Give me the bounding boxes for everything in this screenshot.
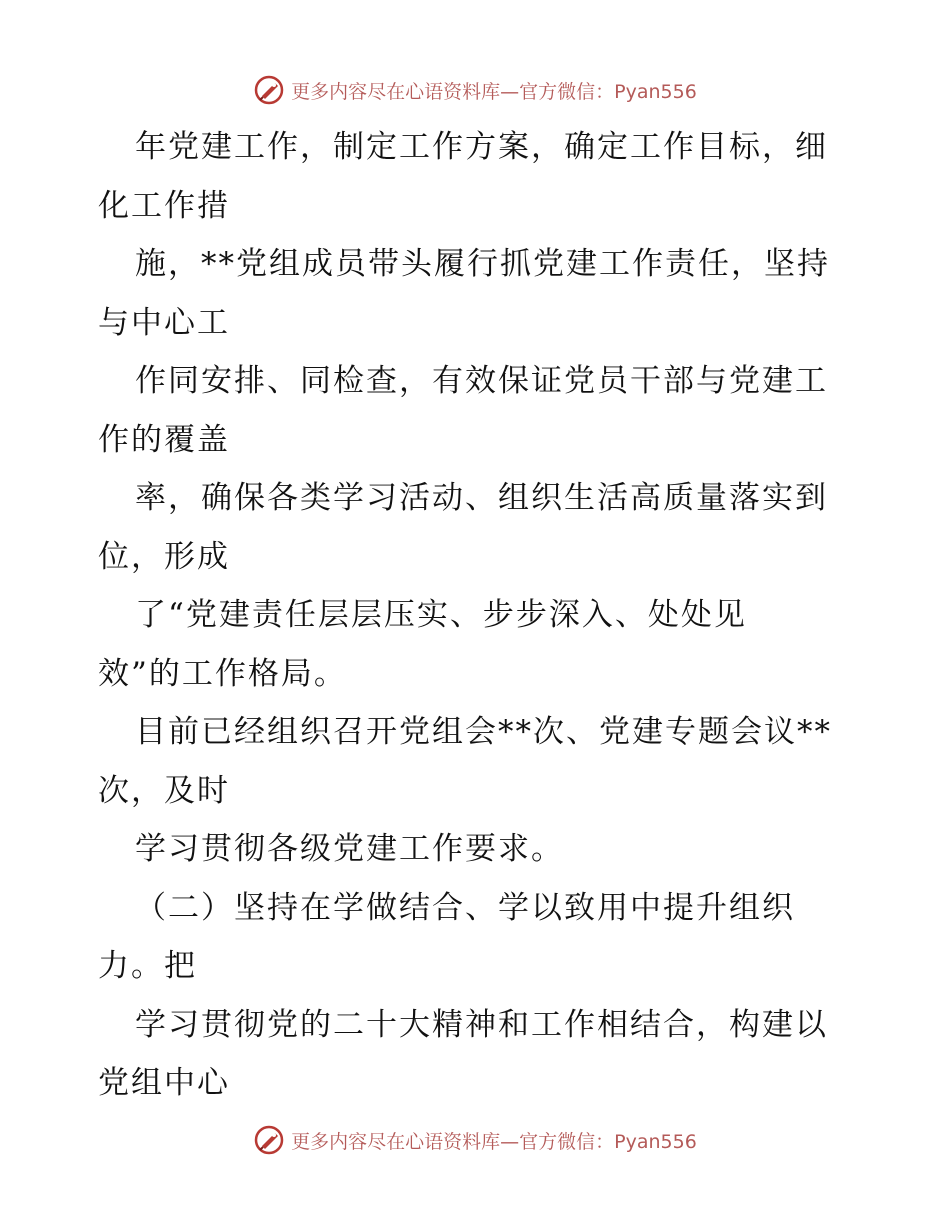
text-line: 目前已经组织召开党组会**次、党建专题会议** xyxy=(135,714,832,750)
text-line: 与中心工 xyxy=(98,304,230,341)
text-line: 学习贯彻各级党建工作要求。 xyxy=(135,831,564,867)
header-watermark xyxy=(0,70,950,110)
watermark-text: 更多内容尽在心语资料库—官方微信：Pyan556 xyxy=(291,1130,697,1153)
quill-seal-logo xyxy=(253,1124,285,1156)
watermark-text: 更多内容尽在心语资料库—官方微信：Pyan556 xyxy=(291,80,697,103)
text-line: 作的覆盖 xyxy=(98,421,230,458)
text-line: 次，及时 xyxy=(98,772,230,809)
text-line: 学习贯彻党的二十大精神和工作相结合，构建以 xyxy=(135,1006,828,1043)
text-line: 了“党建责任层层压实、步步深入、处处见 xyxy=(135,597,747,633)
text-line: 作同安排、同检查，有效保证党员干部与党建工 xyxy=(135,363,828,399)
text-line: 施，**党组成员带头履行抓党建工作责任，坚持 xyxy=(135,246,830,282)
quill-seal-logo xyxy=(253,74,285,106)
text-line: 力。把 xyxy=(98,948,197,984)
text-line: 率，确保各类学习活动、组织生活高质量落实到 xyxy=(135,480,828,516)
text-line: （二）坚持在学做结合、学以致用中提升组织 xyxy=(135,889,795,926)
text-line: 效”的工作格局。 xyxy=(98,655,347,692)
text-line: 党组中心 xyxy=(98,1065,230,1101)
footer-watermark xyxy=(0,1120,950,1160)
text-line: 化工作措 xyxy=(98,187,230,224)
text-line: 年党建工作，制定工作方案，确定工作目标，细 xyxy=(135,129,828,165)
document-body xyxy=(98,118,858,1113)
text-line: 位，形成 xyxy=(98,538,230,575)
